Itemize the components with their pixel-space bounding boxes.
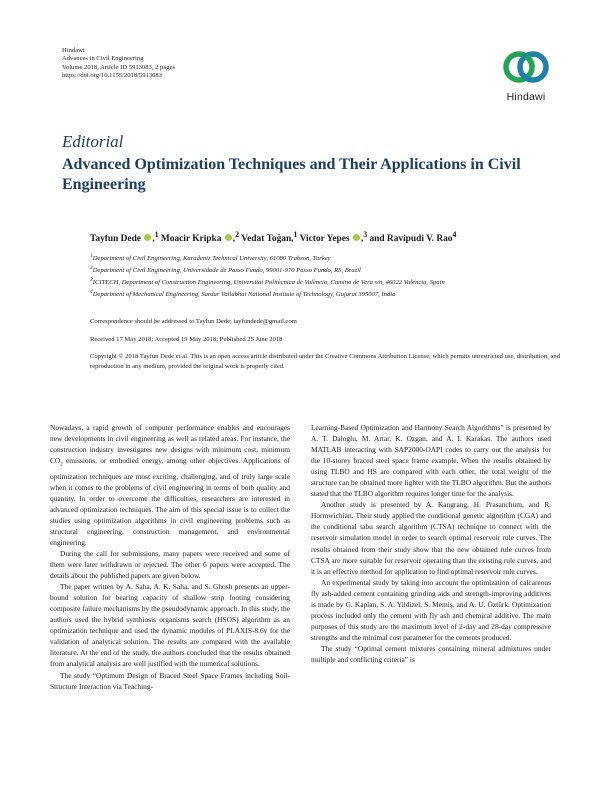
publication-dates: Received 17 May 2018; Accepted 19 May 2018; Published 25 June 2018: [90, 336, 283, 343]
author-name[interactable]: and Ravipudi V. Rao: [369, 234, 453, 245]
article-title: Advanced Optimization Techniques and Their Applications in Civil Engineering: [62, 156, 521, 193]
body-column-right: [311, 422, 551, 665]
author-name[interactable]: Tayfun Dede: [90, 234, 141, 245]
hindawi-logo: [494, 46, 558, 108]
body-paragraph: Another study is presented by A. Kangrang, H. Prasanchum, and R. Hormwichian. Their study applied the conditional genetic algorithm (CGA) and the conditional tabu search algorithm (CTSA) technique to connect with the reservoir simulation model in order to search optimal reservoir rule curves. The results obtained from their study show that the new obtained rule curves from CTSA are more suitable for reservoir operating than the existing rule curves, and it is an effective method for application to find optimal reservoir rule curves.: [311, 500, 551, 576]
author-name[interactable]: Vedat Toğan,: [241, 234, 294, 245]
body-paragraph: The study “Optimal cement mixtures containing mineral admixtures under multiple and conflicting criteria” is: [311, 643, 551, 664]
affiliation-item: $^3$ICITECH, Department of Construction Engineering, Universitat Politècnica de València, Camino de Vera s/n, 46022 Valencia, Spain: [90, 276, 445, 287]
body-paragraph: Nowadays, a rapid growth of computer performance enables and encourages new developments in civil engineering as well as related areas. For instance, the construction industry investigates new designs with minimum cost, minimum $CO_2$ emissions, or embodied energy, among other objectives. Applications of optimization techniques are most exciting, challenging, and of truly large scale when it comes to the problems of civil engineering in terms of both quality and quantity. In order to overcome the difficulties, researchers are interested in advanced optimization techniques. The aim of this special issue is to collect the studies using optimization algorithms in civil engineering problems such as structural engineering, construction management, and environmental engineering.: [50, 423, 290, 547]
body-paragraph: During the call for submissions, many papers were received and some of them were later withdrawn or rejected. The other 6 papers were accepted. The details about the published papers are given below.: [50, 548, 290, 581]
section-label: Editorial: [62, 132, 124, 151]
affiliation-item: $^2$Department of Civil Engineering, Universidade de Passo Fundo, 99001-970 Passo Fundo, RS, Brazil: [90, 264, 361, 275]
journal-meta: [62, 47, 175, 81]
doi-link[interactable]: https://doi.org/10.1155/2018/5913083: [62, 72, 163, 80]
author-affiliation-ref: 1: [293, 230, 298, 239]
correspondence-note: Correspondence should be addressed to Tayfun Dede; tayfundede@gmail.com: [90, 318, 297, 325]
author-name[interactable]: Moacir Kripka: [160, 234, 222, 245]
author-affiliation-ref: 4: [452, 230, 457, 239]
affiliations: [90, 252, 560, 300]
affiliation-item: $^4$Department of Mechanical Engineering, Sardar Vallabhai National Institute of Technology, Gujarat 395007, India: [90, 288, 396, 299]
orcid-icon[interactable]: [144, 234, 151, 241]
body-paragraph: The paper written by A. Saha, A. K. Saha, and S. Ghosh presents an upper-bound solution for bearing capacity of shallow strip footing considering composite failure mechanisms by the pseudodynamic approach. In this study, the authors used the hybrid symbiosis organisms search (HSOS) algorithm as an optimization technique and used the dynamic modules of PLAXIS-8.6v for the validation of analytical solution. The results are compared with the available literature. At the end of the study, the authors concluded that the results obtained from analytical analysis are well justified with the numerical solutions.: [50, 582, 290, 669]
copyright-notice: Copyright © 2018 Tayfun Dede et al. This is an open access article distributed under the Creative Commons Attribution License, which permits unrestricted use, distribution, and reproduction in any medium, provided the original work is properly cited.: [90, 353, 560, 370]
body-paragraph: Learning-Based Optimization and Harmony Search Algorithms” is presented by A. T. Daloglu, M. Artar, K. Ozgan, and A. I. Karakas. The authors used MATLAB interacting with SAP2000-OAPI codes to carry out the analysis for the 10-storey braced steel space frame example. When the results obtained by using TLBO and HS are compared with each other, the total weight of the structure can be obtained more lighter with the TLBO algorithm. But the authors stated that the TLBO algorithm requires longer time for the analysis.: [311, 423, 551, 499]
publisher-name: Hindawi: [62, 47, 85, 54]
affiliation-item: $^1$Department of Civil Engineering, Karadeniz Technical University, 61080 Trabzon, Turkey: [90, 253, 331, 263]
body-paragraph: The study “Optimum Design of Braced Steel Space Frames including Soil-Structure Interaction via Teaching-: [50, 670, 290, 691]
body-paragraph: An experimental study by taking into account the optimization of calcareous fly ash-added cement containing grinding aids and strength-improving additives is made by G. Kaplan, S. A. Yildizel, S. Memiş, and A. U. Öztürk. Optimization process included only the cement with fly ash and chemical additive. The main purposes of this study are the maximum level of 2-day and 28-day compressive strengths and the minimal cost parameter for the cements produced.: [311, 577, 551, 642]
body-column-left: [50, 422, 290, 692]
journal-name: Advances in Civil Engineering: [62, 55, 144, 63]
logo-wordmark: Hindawi: [506, 91, 546, 103]
volume-info: Volume 2018, Article ID 5913083, 2 pages: [62, 63, 176, 71]
hindawi-logo-icon: [494, 46, 558, 88]
author-affiliation-ref: 2: [235, 230, 240, 239]
orcid-icon[interactable]: [225, 234, 232, 241]
author-name[interactable]: Victor Yepes: [299, 234, 350, 245]
author-affiliation-ref: 3: [363, 230, 368, 239]
author-list: Tayfun Dede ,$^1$ Moacir Kripka ,$^2$ Vedat Toğan,$^1$ Victor Yepes ,$^3$ and Ravipudi V. Rao$^4$: [90, 230, 457, 245]
author-affiliation-ref: 1: [154, 230, 159, 239]
orcid-icon[interactable]: [353, 234, 360, 241]
